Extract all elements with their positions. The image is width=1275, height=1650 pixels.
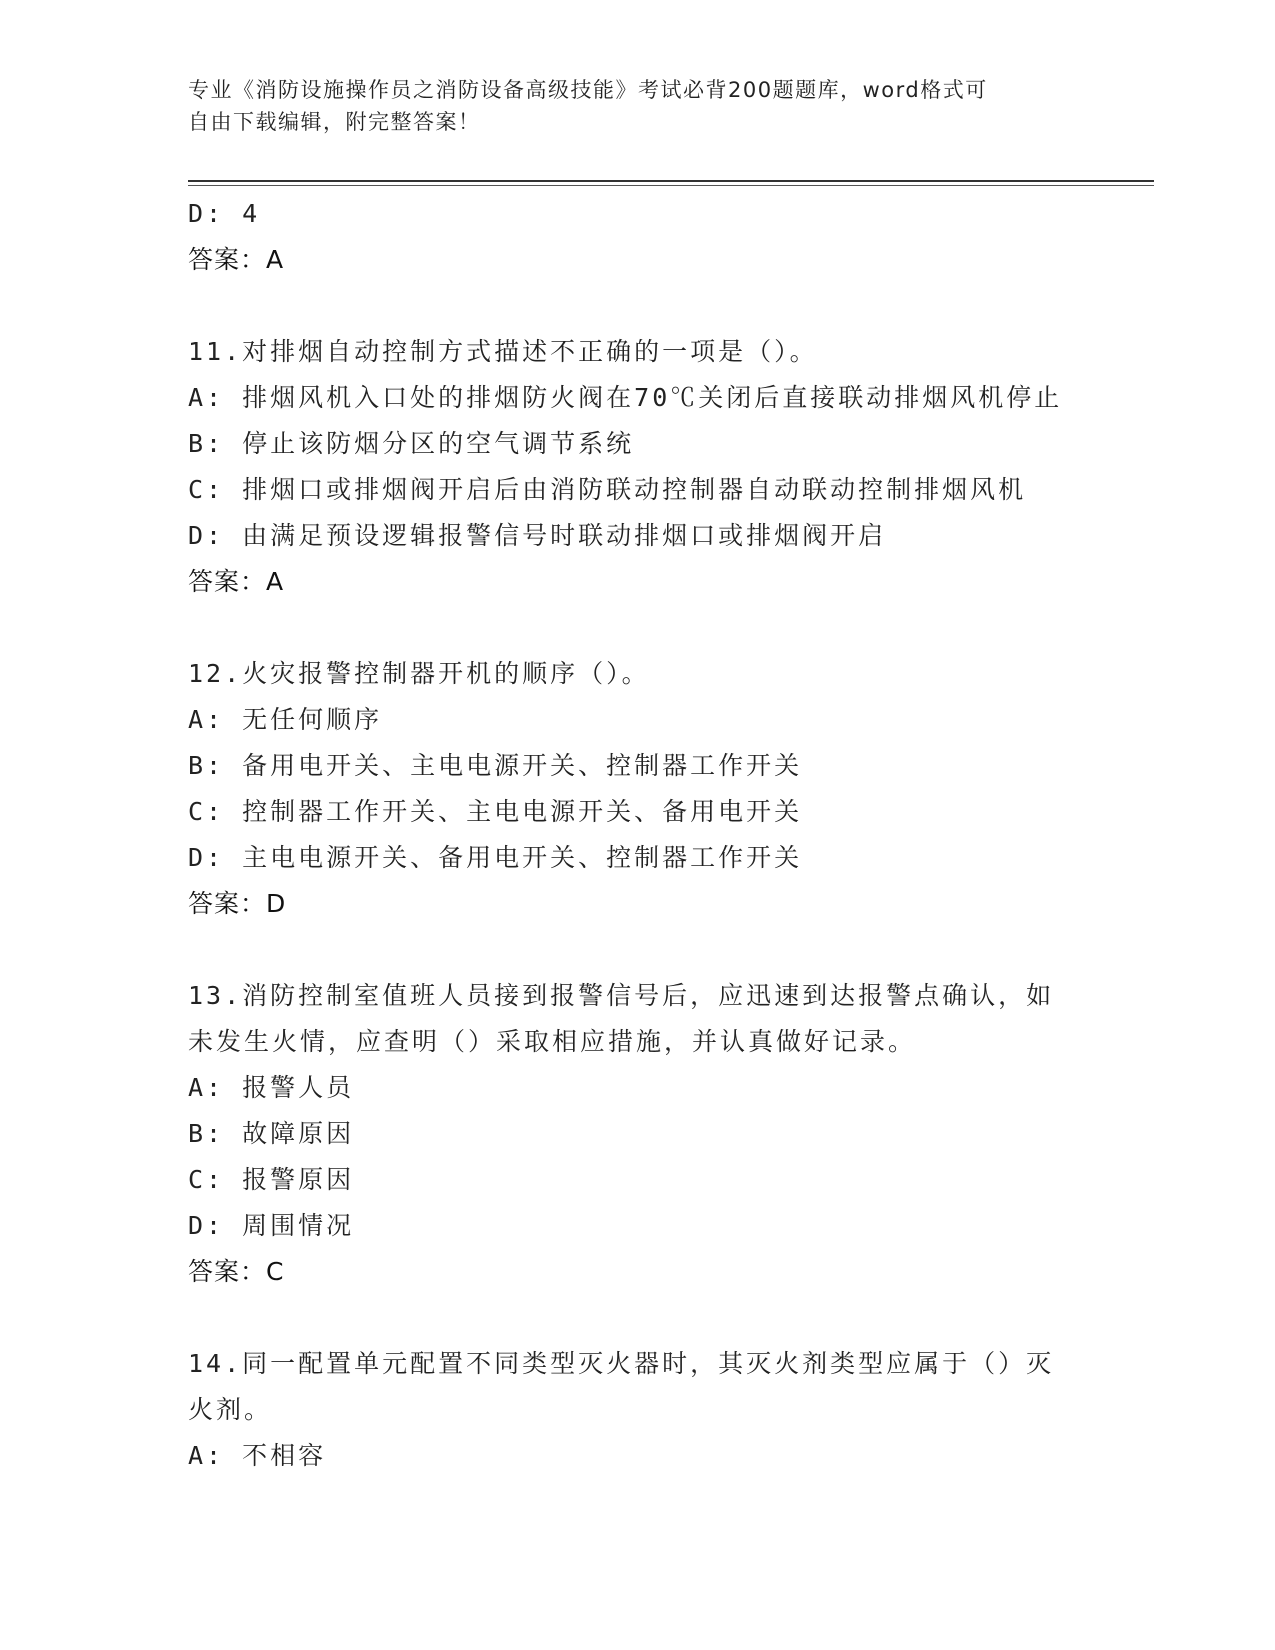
header-divider-thick: [188, 180, 1154, 182]
option-b: B: 停止该防烟分区的空气调节系统: [188, 429, 635, 458]
option-d: D: 4: [188, 199, 261, 228]
spacer: [188, 927, 1088, 973]
spacer: [188, 1295, 1088, 1341]
option-a: A: 不相容: [188, 1441, 327, 1470]
option-d: D: 周围情况: [188, 1211, 355, 1240]
question-stem: 11.对排烟自动控制方式描述不正确的一项是（）。: [188, 337, 818, 366]
question-stem-line-1: 13.消防控制室值班人员接到报警信号后，应迅速到达报警点确认，如: [188, 981, 1055, 1010]
question-14: [188, 1341, 1088, 1479]
option-a: A: 排烟风机入口处的排烟防火阀在70℃关闭后直接联动排烟风机停止: [188, 383, 1063, 412]
question-13: [188, 973, 1088, 1295]
option-b: B: 备用电开关、主电电源开关、控制器工作开关: [188, 751, 803, 780]
document-header: [188, 74, 1088, 138]
question-list: [188, 191, 1088, 1479]
option-a: A: 报警人员: [188, 1073, 355, 1102]
answer-line: 答案：A: [188, 567, 285, 596]
question-11: [188, 329, 1088, 605]
question-12: [188, 651, 1088, 927]
option-c: C: 报警原因: [188, 1165, 355, 1194]
option-d: D: 主电电源开关、备用电开关、控制器工作开关: [188, 843, 803, 872]
question-stem: 12.火灾报警控制器开机的顺序（）。: [188, 659, 650, 688]
option-c: C: 控制器工作开关、主电电源开关、备用电开关: [188, 797, 803, 826]
option-d: D: 由满足预设逻辑报警信号时联动排烟口或排烟阀开启: [188, 521, 887, 550]
header-divider-thin: [188, 185, 1154, 186]
spacer: [188, 283, 1088, 329]
header-line-2: 自由下载编辑，附完整答案！: [188, 110, 481, 134]
answer-line: 答案：A: [188, 245, 285, 274]
option-c: C: 排烟口或排烟阀开启后由消防联动控制器自动联动控制排烟风机: [188, 475, 1027, 504]
answer-line: 答案：C: [188, 1257, 285, 1286]
question-stem-line-2: 未发生火情，应查明（）采取相应措施，并认真做好记录。: [188, 1027, 917, 1056]
previous-question-tail: [188, 191, 1088, 283]
option-a: A: 无任何顺序: [188, 705, 383, 734]
answer-line: 答案：D: [188, 889, 287, 918]
header-line-1: 专业《消防设施操作员之消防设备高级技能》考试必背200题题库，word格式可: [188, 78, 988, 102]
question-stem-line-2: 火剂。: [188, 1395, 273, 1424]
option-b: B: 故障原因: [188, 1119, 355, 1148]
question-stem-line-1: 14.同一配置单元配置不同类型灭火器时，其灭火剂类型应属于（）灭: [188, 1349, 1055, 1378]
spacer: [188, 605, 1088, 651]
